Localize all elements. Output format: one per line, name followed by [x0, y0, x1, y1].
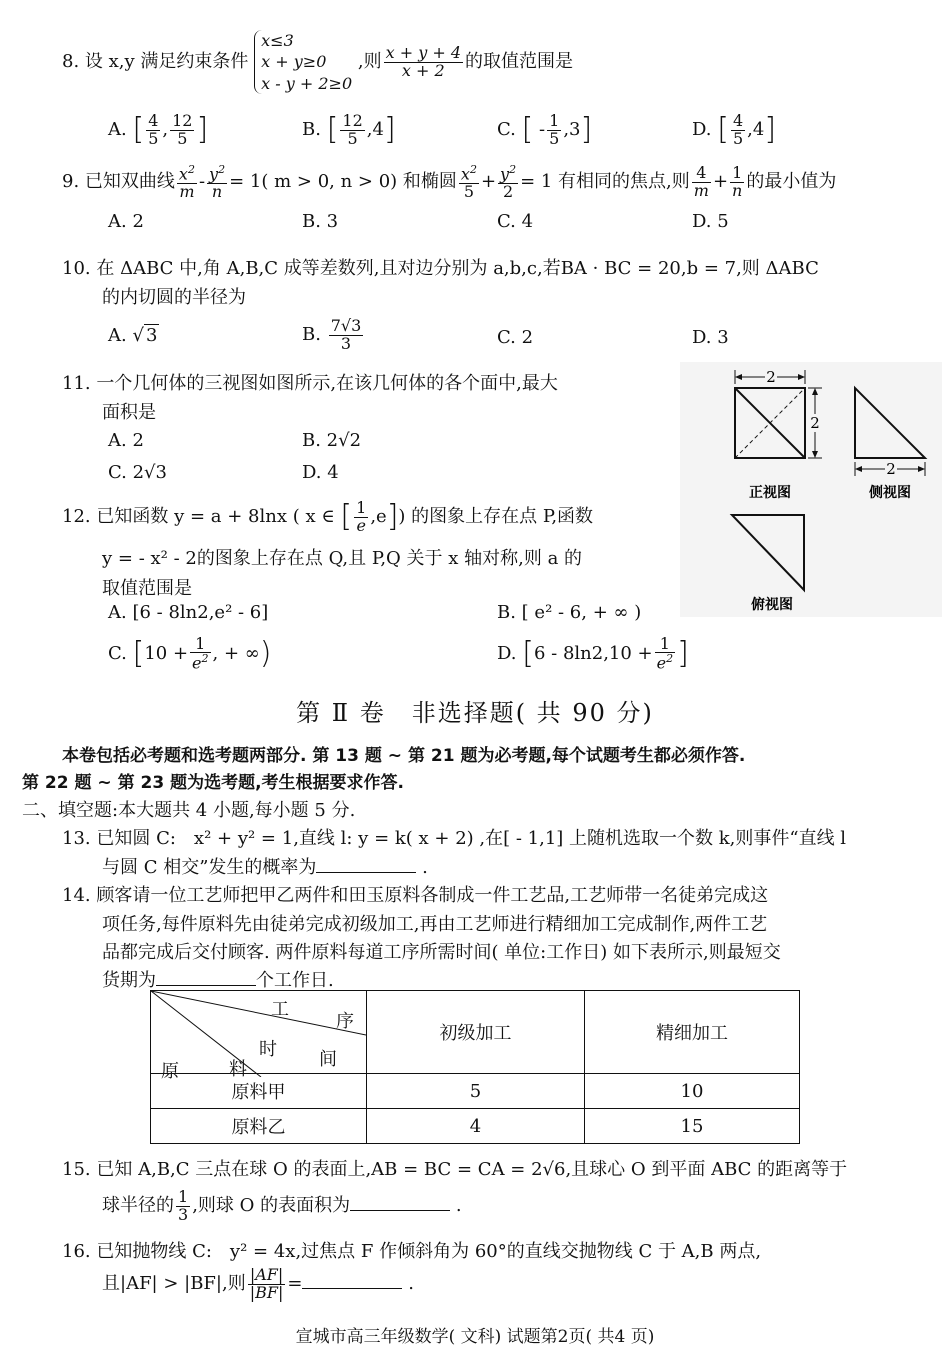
section-intro-2: 第 22 题 ~ 第 23 题为选考题,考生根据要求作答. — [22, 773, 404, 793]
q12-line3: 取值范围是 — [102, 578, 192, 599]
q10-line2: 的内切圆的半径为 — [102, 287, 246, 308]
q14-table — [150, 990, 800, 1144]
q13-line1: 13. 已知圆 C: x² + y² = 1,直线 l: y = k( x + 2) ,在[ - 1,1] 上随机选取一个数 k,则事件“直线 l — [62, 828, 847, 849]
q11-line1: 11. 一个几何体的三视图如图所示,在该几何体的各个面中,最大 — [62, 373, 558, 394]
q10-line1: 10. 在 ΔABC 中,角 A,B,C 成等差数列,且对边分别为 a,b,c,若BA · BC = 20,b = 7,则 ΔABC — [62, 258, 819, 279]
side-dim-bottom: 2 — [886, 460, 896, 478]
q10-option-a: A. √ 3 — [108, 325, 158, 346]
q11-option-b: B. 2√2 — [302, 430, 362, 451]
q14-blank[interactable] — [156, 969, 256, 986]
q10-option-c: C. 2 — [497, 327, 534, 348]
q10-option-b: B. $\frac{7√3}{3}$ — [302, 315, 362, 353]
q8-option-a: A. [ $\frac{4}{5}$ , $\frac{12}{5}$ ] — [108, 110, 209, 148]
q12-line2: y = - x² - 2的图象上存在点 Q,且 P,Q 关于 x 轴对称,则 a 的 — [102, 548, 583, 569]
section-part: 二、填空题:本大题共 4 小题,每小题 5 分. — [22, 800, 356, 821]
q12-line1: 12. 已知函数 y = a + 8lnx ( x ∈ [ $\frac{1}{e}$ ,e]) 的图象上存在点 P,函数 — [62, 497, 594, 535]
q8-constraints: x≤3 x + y≥0 x - y + 2≥0 — [254, 30, 352, 95]
q8-option-d: D. [ $\frac{4}{5}$ ,4] — [692, 110, 777, 148]
q14-table-corner: 工 序 时 间 原 料 — [151, 991, 367, 1074]
table-row: 原料甲 5 10 — [151, 1074, 800, 1109]
section-title: 第 Ⅱ 卷 非选择题( 共 90 分) — [296, 699, 654, 727]
front-view-label: 正视图 — [749, 485, 791, 501]
side-view-label: 侧视图 — [869, 485, 911, 501]
q16-line2: 且|AF| > |BF|,则 $\frac{|AF|}{|BF|}$ = . — [102, 1264, 414, 1302]
q15-line1: 15. 已知 A,B,C 三点在球 O 的表面上,AB = BC = CA = 2√6,且球心 O 到平面 ABC 的距离等于 — [62, 1159, 848, 1180]
q13-blank[interactable] — [316, 856, 416, 873]
q8 — [62, 22, 573, 102]
q14-line4: 货期为 个工作日. — [102, 970, 334, 991]
q12-option-c: C. [10 + $\frac{1}{e^2}$ , + ∞) — [108, 633, 272, 673]
q9-option-a: A. 2 — [108, 211, 144, 232]
three-view-drawing — [680, 362, 942, 617]
q14-header-fine: 精细加工 — [585, 991, 800, 1074]
q9-option-b: B. 3 — [302, 211, 339, 232]
q14-line1: 14. 顾客请一位工艺师把甲乙两件和田玉原料各制成一件工艺品,工艺师带一名徒弟完成这 — [62, 885, 769, 906]
q12-option-b: B. [ e² - 6, + ∞ ) — [497, 602, 642, 623]
q11-option-a: A. 2 — [108, 430, 144, 451]
q16-blank[interactable] — [302, 1272, 402, 1289]
top-view-triangle — [732, 515, 804, 590]
q8-option-c: C. [ - $\frac{1}{5}$ ,3] — [497, 110, 593, 148]
q8-mid: ,则 — [357, 51, 382, 72]
q15-line2: 球半径的 $\frac{1}{3}$ ,则球 O 的表面积为 . — [102, 1186, 462, 1224]
q8-prefix: 设 x,y 满足约束条件 — [84, 51, 249, 72]
section-intro-1: 本卷包括必考题和选考题两部分. 第 13 题 ~ 第 21 题为必考题,每个试题考生都必须作答. — [62, 746, 746, 766]
q14-line3: 品都完成后交付顾客. 两件原料每道工序所需时间( 单位:工作日) 如下表所示,则最短交 — [102, 942, 781, 963]
front-dim-top: 2 — [766, 368, 776, 386]
side-view-triangle — [855, 388, 925, 458]
q8-suffix: 的取值范围是 — [465, 51, 574, 72]
q12-option-d: D. [6 - 8ln2,10 + $\frac{1}{e^2}$ ] — [497, 633, 689, 673]
q8-number: 8. — [62, 51, 80, 72]
q14-line2: 项任务,每件原料先由徒弟完成初级加工,再由工艺师进行精细加工完成制作,两件工艺 — [102, 914, 768, 935]
table-row: 原料乙 4 15 — [151, 1109, 800, 1144]
top-view-label: 俯视图 — [751, 597, 793, 613]
q9: 9. 已知双曲线 $\frac{x^2}{m}$ - $\frac{y^2}{n}$ = 1( m > 0, n > 0) 和椭圆 $\frac{x^2}{5}$ + $\frac{y^2}{2}$ = 1 有相同的焦点,则 $\frac{4}{m}$ + $\frac{1}{n}$ 的最小值为 — [62, 162, 837, 201]
q8-fraction: $\frac{x + y + 4}{x + 2}$ — [385, 42, 462, 80]
q11-option-c: C. 2√3 — [108, 462, 167, 483]
q16-line1: 16. 已知抛物线 C: y² = 4x,过焦点 F 作倾斜角为 60°的直线交抛物线 C 于 A,B 两点, — [62, 1241, 762, 1262]
q13-line2: 与圆 C 相交”发生的概率为 . — [102, 857, 428, 878]
q9-option-d: D. 5 — [692, 211, 729, 232]
q14-header-primary: 初级加工 — [367, 991, 585, 1074]
q10-option-d: D. 3 — [692, 327, 729, 348]
q12-option-a: A. [6 - 8ln2,e² - 6] — [108, 602, 269, 623]
q9-option-c: C. 4 — [497, 211, 534, 232]
front-dim-right: 2 — [810, 414, 820, 432]
page-footer: 宣城市高三年级数学( 文科) 试题第2页( 共4 页) — [295, 1327, 655, 1347]
q15-blank[interactable] — [350, 1194, 450, 1211]
q8-option-b: B. [ $\frac{12}{5}$ ,4] — [302, 110, 396, 148]
q11-option-d: D. 4 — [302, 462, 339, 483]
three-view-figure — [680, 362, 942, 617]
q11-line2: 面积是 — [102, 402, 156, 423]
